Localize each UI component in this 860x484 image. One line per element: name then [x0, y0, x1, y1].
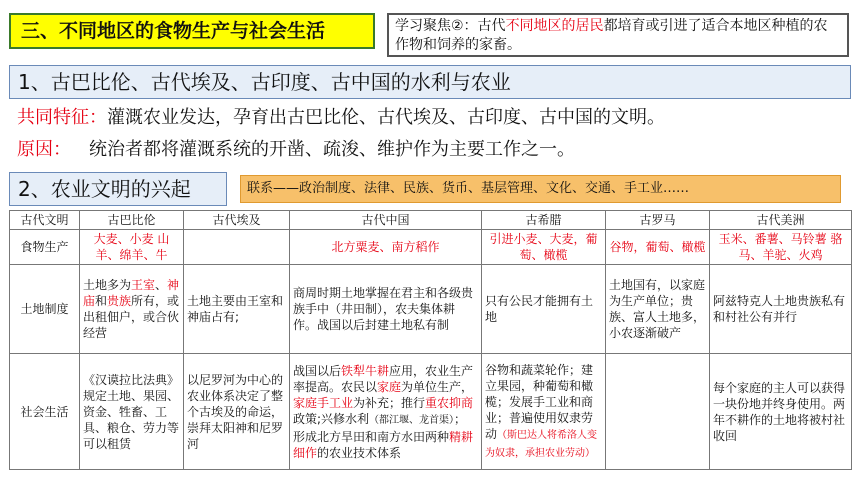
- heading-irrigation-agriculture: 1、古巴比伦、古代埃及、古印度、古中国的水利与农业: [9, 65, 851, 99]
- social-greece: [482, 354, 606, 470]
- row-label-food: 食物生产: [10, 230, 80, 265]
- land-greece: 只有公民才能拥有土地: [482, 265, 606, 354]
- food-greece: 引进小麦、大麦，葡萄、橄榄: [482, 230, 606, 265]
- land-america: 阿兹特克人土地贵族私有和村社公有并行: [710, 265, 852, 354]
- land-egypt: 土地主要由王室和神庙占有;: [184, 265, 290, 354]
- section-title: 三、不同地区的食物生产与社会生活: [9, 13, 375, 49]
- header-cell: 古巴比伦: [80, 211, 184, 230]
- header-cell: 古代埃及: [184, 211, 290, 230]
- social-china-iron-plough: 铁犁牛耕: [341, 363, 390, 378]
- social-china-family: 家庭: [377, 379, 402, 394]
- social-china-policy: 重农抑商: [425, 395, 474, 410]
- header-cell: 古代美洲: [710, 211, 852, 230]
- social-babylon: 《汉谟拉比法典》 规定土地、果园、资金、牲畜、工具、粮仓、劳力等可以租赁: [80, 354, 184, 470]
- learning-focus-box: [387, 13, 849, 57]
- land-china: 商周时期土地掌握在君主和各级贵族手中（井田制），农夫集体耕作。战国以后封建土地私有制: [290, 265, 482, 354]
- land-babylon-text: 土地多为: [83, 278, 132, 292]
- land-babylon-nobles: 贵族: [107, 294, 132, 308]
- social-china-text: 战国以后: [293, 363, 342, 378]
- table-row-social: [10, 354, 852, 470]
- social-china-text: 为单位生产，: [401, 379, 474, 394]
- focus-suffix: 都培育或引进了适合本地区种植的农作物和饲养的家畜。: [395, 18, 828, 53]
- header-cell: 古代文明: [10, 211, 80, 230]
- social-china-text: 为补充；推行: [353, 395, 426, 410]
- food-babylon: 大麦、小麦 山羊、绵羊、牛: [80, 230, 184, 265]
- focus-prefix: 学习聚焦②：古代: [395, 18, 506, 34]
- row-label-land: 土地制度: [10, 265, 80, 354]
- land-babylon-temple: 神庙: [83, 278, 180, 308]
- social-greece-note: （斯巴达人将希洛人变为奴隶，承担农业劳动）: [485, 429, 598, 459]
- social-china-text: 的农业技术体系: [317, 445, 402, 460]
- food-china: 北方粟麦、南方稻作: [290, 230, 482, 265]
- reason-label: 原因：: [17, 139, 71, 160]
- table-header-row: [10, 211, 852, 230]
- social-china-intensive: 精耕细作: [293, 429, 474, 460]
- heading-agricultural-civilization: 2、农业文明的兴起: [9, 172, 227, 206]
- social-china-water-projects: （都江堰、龙首渠）: [369, 414, 455, 426]
- common-feature-label: 共同特征：: [17, 107, 107, 128]
- land-babylon: [80, 265, 184, 354]
- table-row-land: [10, 265, 852, 354]
- land-babylon-text: 、: [155, 278, 168, 292]
- header-cell: 古罗马: [606, 211, 710, 230]
- civilization-table: [9, 210, 852, 470]
- social-china-handicraft: 家庭手工业: [293, 395, 354, 410]
- common-feature-text: 灌溉农业发达，孕育出古巴比伦、古代埃及、古印度、古中国的文明。: [107, 107, 665, 128]
- social-china-text: 政策;兴修水利: [293, 411, 370, 426]
- land-babylon-text: 和: [95, 294, 108, 308]
- focus-highlight: 不同地区的居民: [505, 18, 604, 34]
- social-greece-text: 谷物和蔬菜轮作；建立果园，种葡萄和橄榄；发展手工业和商业；普遍使用奴隶劳动: [485, 362, 594, 441]
- food-egypt: [184, 230, 290, 265]
- reason-text: 统治者都将灌溉系统的开凿、疏浚、维护作为主要工作之一。: [89, 139, 575, 160]
- header-cell: 古代中国: [290, 211, 482, 230]
- land-babylon-text: 所有，或出租佃户，或合伙经营: [83, 294, 180, 340]
- connection-banner: 联系——政治制度、法律、民族、货币、基层管理、文化、交通、手工业……: [240, 175, 841, 203]
- land-babylon-royal: 王室: [131, 278, 156, 292]
- land-rome: 土地国有，以家庭为生产单位；贵族、富人土地多，小农逐渐破产: [606, 265, 710, 354]
- table-row-food: [10, 230, 852, 265]
- social-rome: [606, 354, 710, 470]
- social-america: 每个家庭的主人可以获得一块份地并终身使用。两年不耕作的土地将被村社收回: [710, 354, 852, 470]
- reason-line: [9, 135, 575, 165]
- food-america: 玉米、番薯、马铃薯 骆马、羊驼、火鸡: [710, 230, 852, 265]
- social-china-text: ；形成北方旱田和南方水田两种: [293, 411, 467, 444]
- social-china: [290, 354, 482, 470]
- social-egypt: 以尼罗河为中心的农业体系决定了整个古埃及的命运，崇拜太阳神和尼罗河: [184, 354, 290, 470]
- food-rome: 谷物，葡萄、橄榄: [606, 230, 710, 265]
- header-cell: 古希腊: [482, 211, 606, 230]
- common-feature-line: [9, 103, 665, 133]
- row-label-social: 社会生活: [10, 354, 80, 470]
- social-china-text: 应用，农业生产率提高。农民以: [293, 363, 474, 394]
